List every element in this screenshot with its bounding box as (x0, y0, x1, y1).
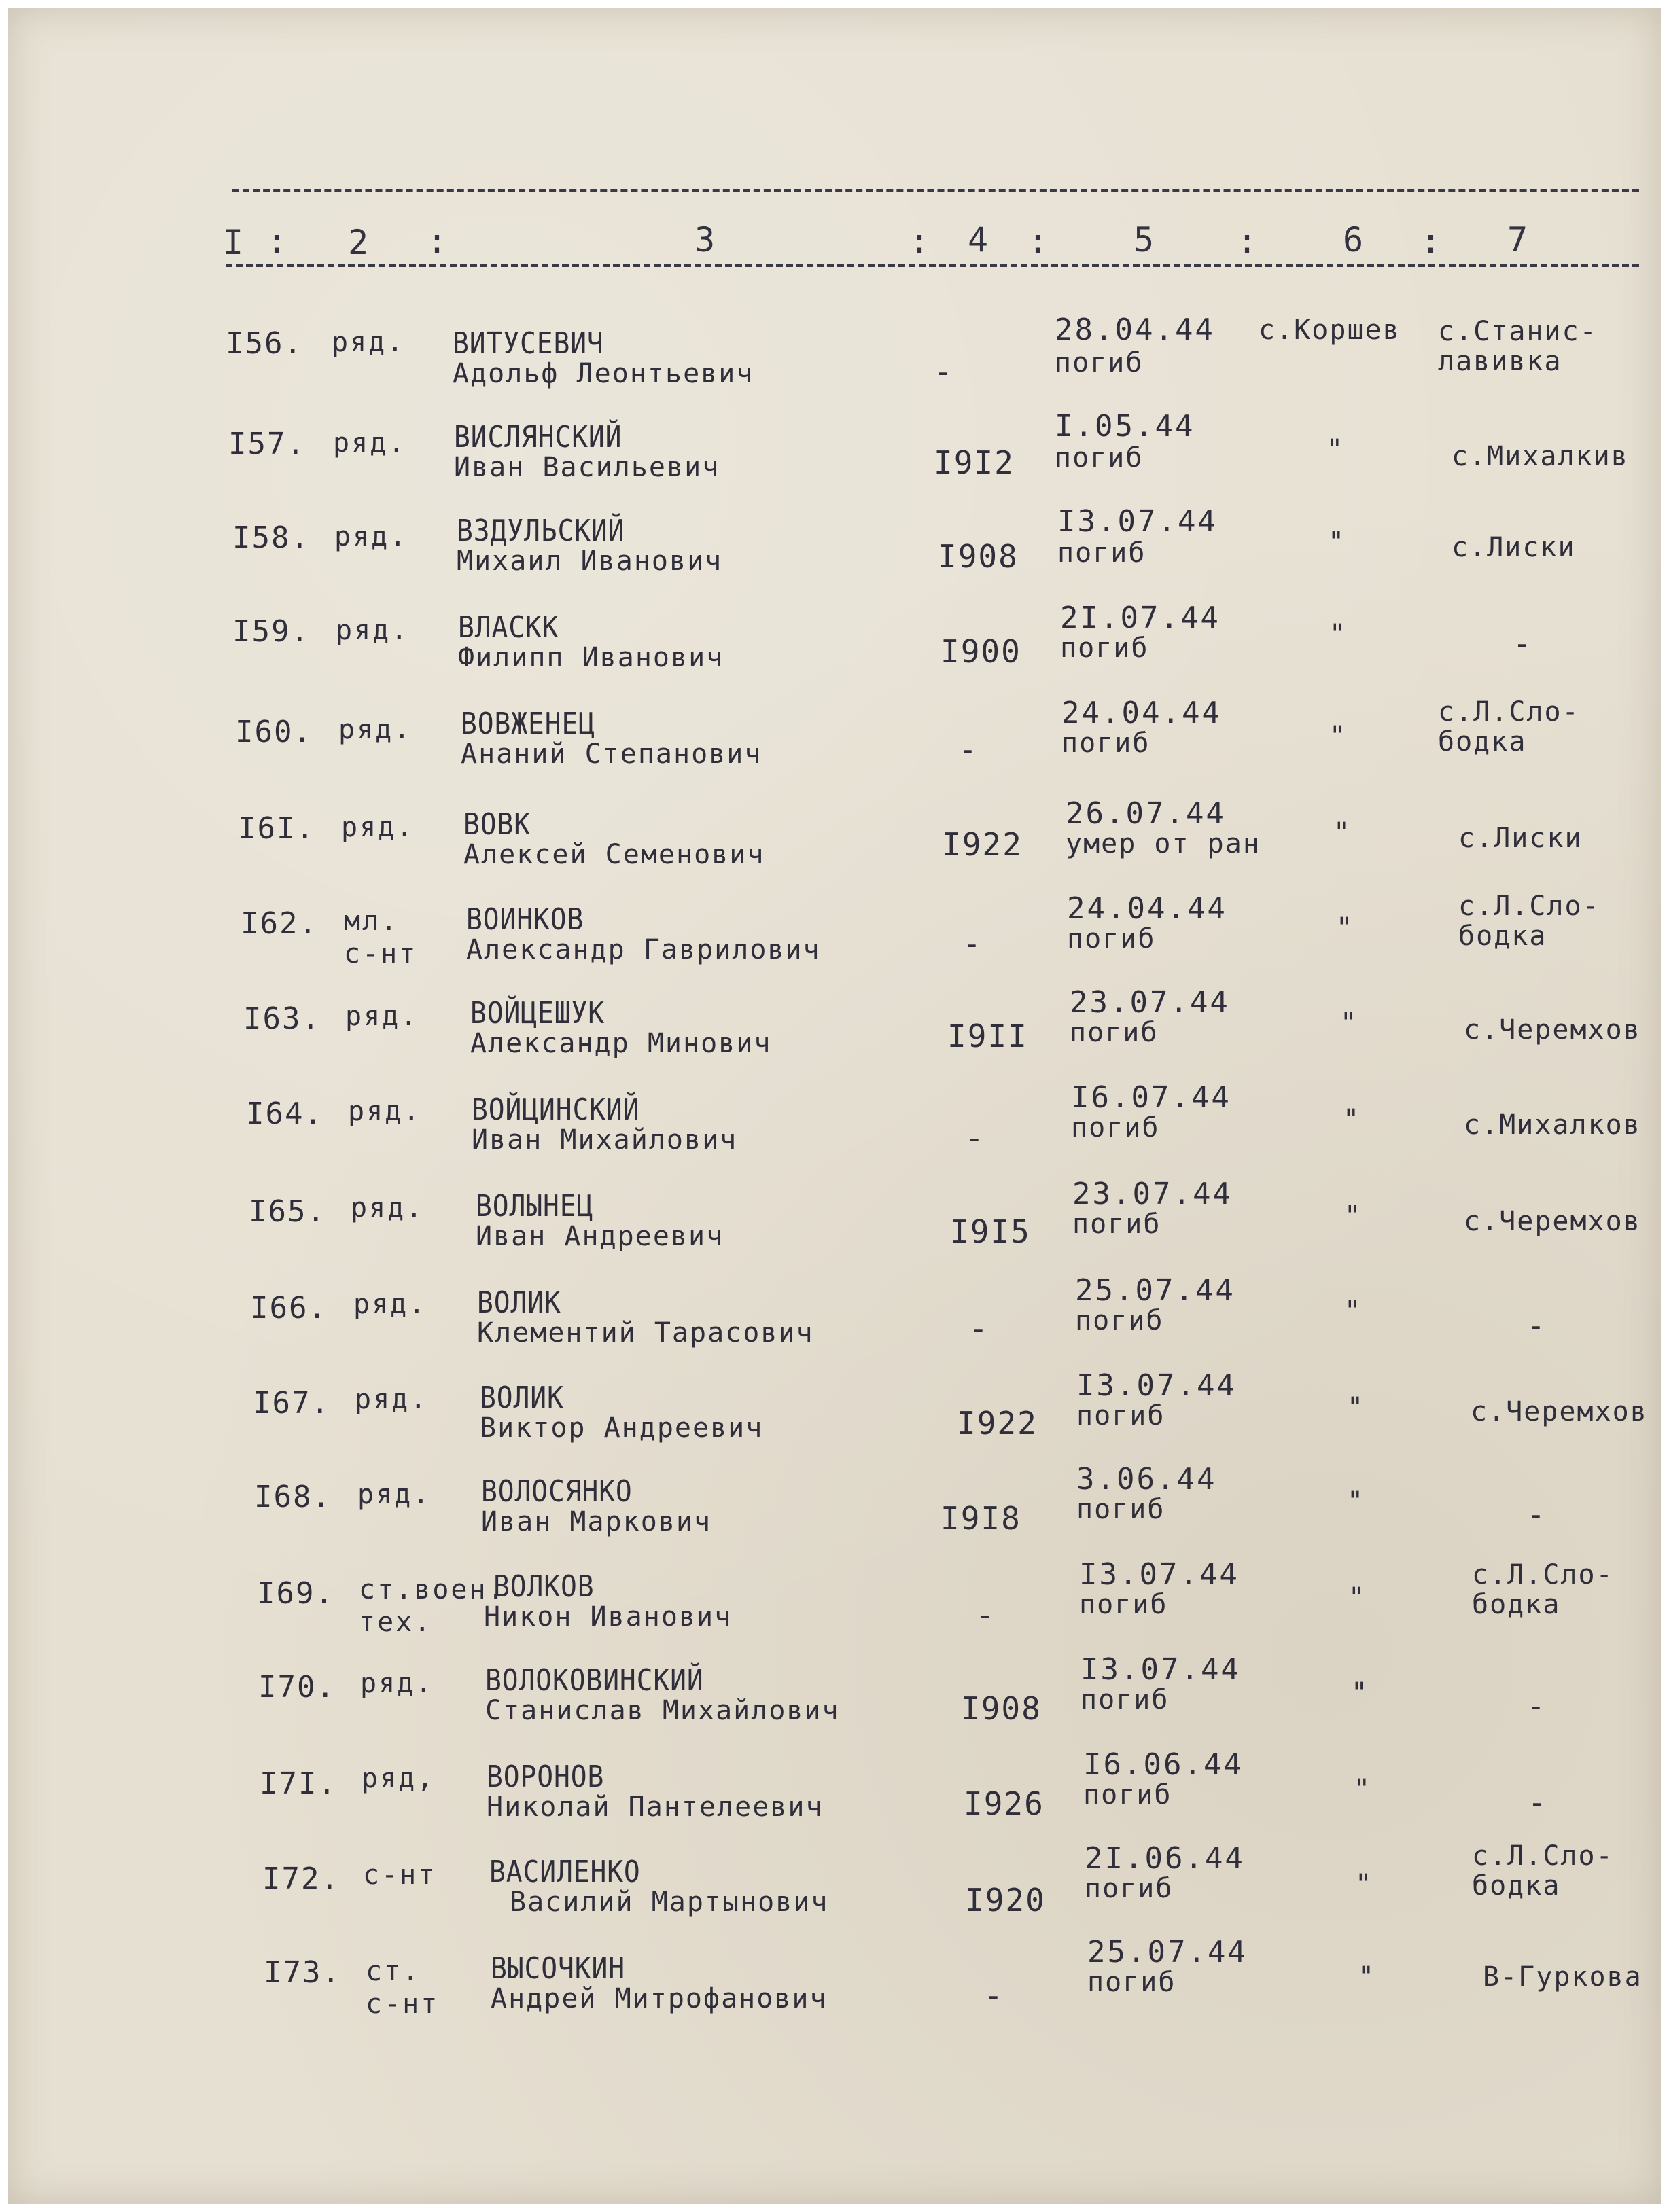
surname: ВОЛЫНЕЦ (476, 1189, 594, 1224)
birth-year: - (969, 1310, 989, 1346)
record-number: I57. (228, 427, 306, 461)
death-status: погиб (1085, 1873, 1174, 1904)
birth-year: I9I5 (950, 1213, 1031, 1250)
record-number: I6I. (238, 811, 315, 846)
birth-year: - (962, 925, 983, 962)
burial-place: с.Черемхов (1464, 1014, 1641, 1046)
birth-year: - (984, 1977, 1004, 2014)
date-of-death: 28.04.44 (1055, 313, 1215, 347)
header-separator: : (1027, 221, 1053, 261)
record-row (8, 1346, 1661, 1444)
given-name: Василий Мартынович (510, 1887, 829, 1918)
given-name: Иван Андреевич (476, 1221, 724, 1252)
surname: ВОЛИК (477, 1285, 561, 1320)
death-status: погиб (1081, 1684, 1170, 1715)
burial-place: с.Михалкив (1452, 441, 1629, 472)
rank: ст. (366, 1956, 421, 1987)
record-number: I58. (232, 520, 310, 555)
burial-place-line-2: бодка (1438, 726, 1527, 757)
death-status: погиб (1083, 1779, 1172, 1810)
rank: ряд. (332, 327, 406, 358)
death-status: погиб (1076, 1494, 1165, 1525)
death-status: погиб (1075, 1305, 1164, 1336)
burial-place: с.Черемхов (1464, 1206, 1641, 1237)
record-row (8, 971, 1661, 1064)
place-of-death: " (1351, 1677, 1369, 1709)
place-of-death: " (1329, 721, 1348, 752)
surname: ВАСИЛЕНКО (489, 1855, 641, 1889)
place-of-death: " (1344, 1200, 1363, 1232)
birth-year: I920 (965, 1882, 1046, 1919)
surname: ВЗДУЛЬСКИЙ (457, 514, 625, 548)
date-of-death: I3.07.44 (1076, 1368, 1237, 1403)
surname: ВОЛОКОВИНСКИЙ (485, 1663, 704, 1698)
date-of-death: 25.07.44 (1075, 1273, 1235, 1308)
rank: мл. (344, 906, 400, 937)
record-row (8, 596, 1661, 689)
place-of-death: " (1327, 434, 1345, 465)
rank: ряд. (353, 1289, 427, 1320)
header-dashed-rule-top (232, 189, 1639, 192)
document-page (8, 8, 1661, 2204)
rank: ряд. (348, 1096, 422, 1127)
death-status: умер от ран (1066, 828, 1261, 859)
place-of-death: " (1328, 527, 1346, 558)
birth-year: - (958, 731, 979, 768)
birth-year: I9I2 (934, 444, 1015, 481)
date-of-death: 24.04.44 (1067, 891, 1227, 926)
burial-place: - (1526, 1496, 1547, 1533)
record-row (8, 503, 1661, 595)
rank: ряд. (355, 1384, 429, 1415)
date-of-death: I.05.44 (1055, 409, 1195, 444)
record-number: I60. (235, 715, 313, 749)
death-status: погиб (1055, 347, 1144, 378)
surname: ВОЙЦИНСКИЙ (472, 1092, 640, 1127)
record-number: I67. (253, 1386, 330, 1421)
record-number: I65. (249, 1194, 326, 1229)
death-status: погиб (1071, 1112, 1160, 1143)
given-name: Иван Михайлович (472, 1124, 738, 1156)
burial-place-line-2: бодка (1472, 1870, 1561, 1902)
place-of-death: " (1358, 1961, 1376, 1993)
record-row (8, 1534, 1661, 1638)
header-col-3: 3 (695, 220, 720, 260)
header-dashed-rule-bottom (226, 264, 1639, 267)
date-of-death: I3.07.44 (1081, 1652, 1241, 1687)
burial-place: В-Гуркова (1483, 1961, 1642, 1993)
rank: ряд. (360, 1668, 434, 1699)
place-of-death: " (1329, 619, 1348, 650)
given-name: Иван Маркович (481, 1506, 712, 1537)
surname: ВЫСОЧКИН (491, 1951, 625, 1986)
date-of-death: 23.07.44 (1070, 985, 1230, 1020)
burial-place: с.Л.Сло- (1472, 1840, 1614, 1872)
burial-place: - (1528, 1784, 1548, 1821)
date-of-death: 25.07.44 (1087, 1935, 1248, 1969)
header-separator: : (1237, 221, 1262, 261)
death-status: погиб (1067, 923, 1156, 955)
burial-place: - (1526, 1688, 1547, 1724)
rank-line-2: с-нт (366, 1988, 440, 2020)
burial-place: - (1513, 625, 1533, 662)
surname: ВОЙЦЕШУК (470, 996, 605, 1031)
death-status: погиб (1060, 632, 1149, 664)
rank-line-2: тех. (359, 1607, 433, 1638)
place-of-death: с.Коршев (1259, 315, 1401, 346)
rank: ряд. (351, 1192, 425, 1224)
death-status: погиб (1057, 537, 1146, 569)
place-of-death: " (1354, 1774, 1372, 1805)
birth-year: I9II (947, 1018, 1028, 1054)
given-name: Алексей Семенович (463, 839, 765, 870)
record-row (8, 1815, 1661, 1919)
header-col-7: 7 (1507, 220, 1532, 260)
header-separator: : (266, 221, 292, 261)
record-row (8, 878, 1661, 970)
header-col-6: 6 (1343, 220, 1368, 260)
burial-place: с.Л.Сло- (1458, 891, 1600, 922)
surname: ВОВЖЕНЕЦ (461, 707, 595, 741)
header-separator: : (1420, 221, 1445, 261)
birth-year: - (934, 353, 954, 390)
record-number: I70. (258, 1670, 336, 1705)
birth-year: I908 (961, 1690, 1042, 1727)
death-status: погиб (1087, 1967, 1176, 1998)
death-status: погиб (1070, 1017, 1159, 1048)
record-row (8, 1253, 1661, 1349)
surname: ВОРОНОВ (487, 1760, 605, 1794)
burial-place: с.Лиски (1452, 532, 1576, 563)
given-name: Филипп Иванович (458, 642, 724, 673)
record-row (8, 1909, 1661, 2020)
header-col-5: 5 (1134, 220, 1159, 260)
surname: ВОИНКОВ (466, 902, 584, 937)
burial-place: с.Лиски (1458, 823, 1583, 854)
date-of-death: 23.07.44 (1072, 1177, 1233, 1211)
given-name: Александр Гаврилович (466, 934, 821, 965)
rank: ряд, (362, 1763, 436, 1794)
record-row (8, 784, 1661, 876)
date-of-death: 26.07.44 (1066, 796, 1226, 831)
record-number: I69. (257, 1576, 334, 1611)
record-row (8, 1159, 1661, 1251)
place-of-death: " (1348, 1582, 1367, 1613)
header-col-4: 4 (968, 220, 993, 260)
date-of-death: 2I.06.44 (1085, 1841, 1245, 1876)
given-name: Ананий Степанович (461, 738, 762, 770)
surname: ВЛАСКК (458, 610, 559, 645)
birth-year: I922 (957, 1405, 1038, 1442)
burial-place: с.Л.Сло- (1472, 1559, 1614, 1590)
given-name: Никон Иванович (484, 1601, 733, 1633)
date-of-death: 2I.07.44 (1060, 601, 1220, 635)
death-status: погиб (1079, 1589, 1168, 1620)
header-separator: : (909, 221, 934, 261)
record-number: I63. (243, 1001, 321, 1036)
burial-place: с.Л.Сло- (1438, 696, 1580, 728)
record-number: I56. (226, 326, 303, 361)
birth-year: I908 (938, 538, 1019, 575)
surname: ВОЛОСЯНКО (481, 1474, 633, 1509)
rank: ряд. (345, 1001, 419, 1032)
given-name: Андрей Митрофанович (491, 1983, 828, 2014)
place-of-death: " (1344, 1296, 1363, 1327)
date-of-death: I6.06.44 (1083, 1747, 1244, 1782)
record-number: I62. (241, 906, 318, 941)
date-of-death: I6.07.44 (1071, 1080, 1231, 1115)
record-number: I66. (250, 1291, 328, 1325)
given-name: Адольф Леонтьевич (453, 358, 754, 389)
surname: ВОЛИК (480, 1380, 564, 1415)
rank: ряд. (336, 615, 410, 646)
given-name: Михаил Иванович (457, 546, 723, 577)
birth-year: - (965, 1120, 985, 1156)
date-of-death: I3.07.44 (1079, 1557, 1240, 1592)
place-of-death: " (1347, 1486, 1365, 1517)
place-of-death: " (1355, 1869, 1373, 1900)
burial-place: с.Михалков (1464, 1109, 1641, 1141)
death-status: погиб (1076, 1400, 1165, 1431)
date-of-death: 3.06.44 (1076, 1462, 1217, 1497)
record-number: I59. (232, 614, 310, 649)
given-name: Александр Минович (470, 1028, 772, 1059)
place-of-death: " (1340, 1007, 1358, 1039)
burial-place: с.Черемхов (1471, 1396, 1648, 1427)
record-row (8, 1440, 1661, 1537)
surname: ВОВК (463, 807, 531, 842)
place-of-death: " (1336, 912, 1354, 944)
birth-year: I9I8 (941, 1500, 1021, 1537)
given-name: Клементий Тарасович (477, 1317, 814, 1349)
death-status: погиб (1072, 1209, 1161, 1240)
record-number: I7I. (260, 1766, 337, 1801)
burial-place: - (1526, 1307, 1547, 1344)
rank: ряд. (338, 714, 412, 745)
given-name: Иван Васильевич (454, 452, 720, 483)
birth-year: I900 (941, 633, 1021, 670)
given-name: Станислав Михайлович (485, 1695, 840, 1726)
header-col-2: 2 (348, 223, 373, 262)
birth-year: I926 (964, 1785, 1044, 1822)
death-status: погиб (1061, 728, 1150, 759)
record-row (8, 315, 1661, 408)
place-of-death: " (1347, 1392, 1365, 1423)
header-separator: : (427, 221, 452, 261)
record-row (8, 1628, 1661, 1727)
place-of-death: " (1333, 817, 1352, 849)
rank: ст.воен. (359, 1574, 506, 1605)
header-col-1: I (223, 223, 248, 262)
surname: ВИТУСЕВИЧ (453, 326, 604, 361)
burial-place-line-2: бодка (1458, 921, 1547, 952)
record-row (8, 409, 1661, 501)
burial-place: с.Станис- (1438, 316, 1598, 347)
rank: ряд. (357, 1479, 432, 1510)
rank: ряд. (341, 812, 415, 843)
rank-line-2: с-нт (344, 938, 418, 969)
place-of-death: " (1343, 1104, 1361, 1135)
record-number: I73. (264, 1955, 341, 1990)
death-status: погиб (1055, 442, 1144, 474)
record-number: I68. (254, 1480, 332, 1514)
rank: ряд. (334, 521, 408, 552)
given-name: Виктор Андреевич (480, 1412, 764, 1444)
record-row (8, 1065, 1661, 1158)
burial-place-line-2: бодка (1472, 1589, 1561, 1620)
record-row (8, 1722, 1661, 1823)
record-number: I64. (246, 1096, 323, 1131)
birth-year: - (976, 1596, 996, 1633)
surname: ВОЛКОВ (493, 1569, 595, 1604)
birth-year: I922 (942, 826, 1023, 863)
record-number: I72. (262, 1861, 340, 1896)
date-of-death: I3.07.44 (1057, 504, 1218, 539)
record-row (8, 690, 1661, 783)
rank: ряд. (333, 427, 407, 459)
rank: с-нт (363, 1859, 437, 1891)
date-of-death: 24.04.44 (1061, 696, 1222, 730)
surname: ВИСЛЯНСКИЙ (454, 420, 622, 454)
burial-place-line-2: лавивка (1438, 346, 1562, 377)
given-name: Николай Пантелеевич (487, 1791, 824, 1823)
